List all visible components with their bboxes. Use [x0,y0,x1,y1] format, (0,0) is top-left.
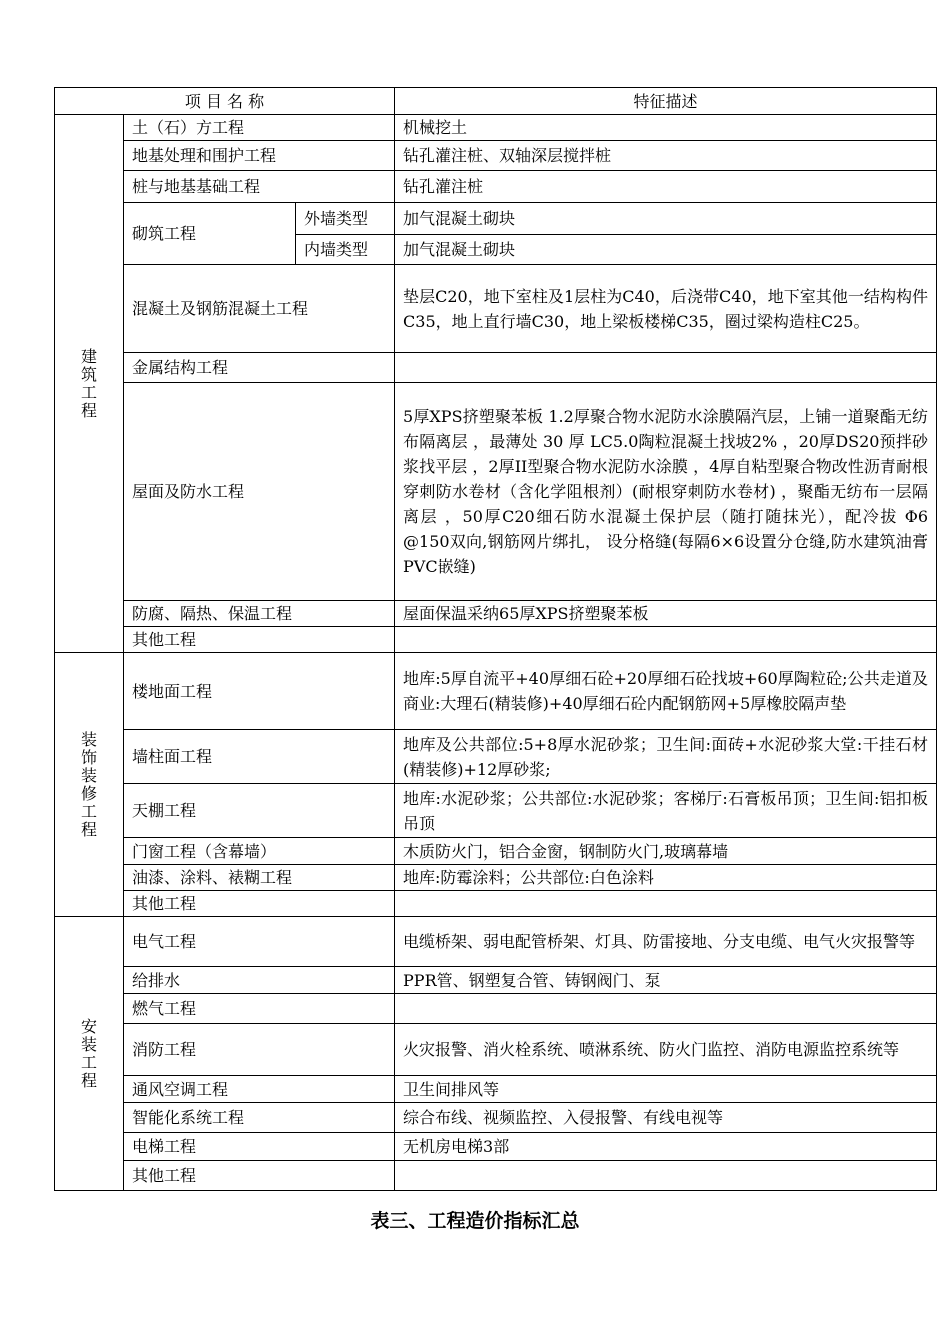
table-row [55,653,937,730]
item-name: 砌筑工程 [124,203,296,265]
table-row [55,265,937,353]
table-row [55,115,937,141]
item-name: 土（石）方工程 [124,115,395,141]
table-row [55,141,937,171]
item-desc: 地库:防霉涂料；公共部位:白色涂料 [395,865,937,891]
item-name: 电梯工程 [124,1133,395,1161]
item-subtype: 内墙类型 [296,235,395,265]
category-decoration: 装饰装修工程 [55,653,124,917]
table-row [55,967,937,994]
item-name: 混凝土及钢筋混凝土工程 [124,265,395,353]
table-row [55,891,937,917]
item-name: 桩与地基基础工程 [124,171,395,203]
item-name: 其他工程 [124,891,395,917]
item-subtype: 外墙类型 [296,203,395,235]
item-name: 燃气工程 [124,994,395,1024]
item-name: 通风空调工程 [124,1076,395,1103]
item-desc: 电缆桥架、弱电配管桥架、灯具、防雷接地、分支电缆、电气火灾报警等 [395,917,937,967]
item-name: 楼地面工程 [124,653,395,730]
item-name: 消防工程 [124,1024,395,1076]
table-row [55,1133,937,1161]
header-item-name: 项 目 名 称 [55,88,395,115]
category-install: 安装工程 [55,917,124,1191]
item-desc: 无机房电梯3部 [395,1133,937,1161]
table-row [55,1161,937,1191]
item-name: 给排水 [124,967,395,994]
item-name: 天棚工程 [124,784,395,838]
item-desc: 火灾报警、消火栓系统、喷淋系统、防火门监控、消防电源监控系统等 [395,1024,937,1076]
table-row [55,383,937,601]
table-row [55,865,937,891]
item-desc: PPR管、钢塑复合管、铸钢阀门、泵 [395,967,937,994]
item-name: 油漆、涂料、裱糊工程 [124,865,395,891]
table-row [55,1076,937,1103]
item-name: 电气工程 [124,917,395,967]
item-name: 其他工程 [124,1161,395,1191]
table-row [55,1103,937,1133]
table-row [55,203,937,235]
item-desc [395,353,937,383]
item-name: 门窗工程（含幕墙） [124,838,395,865]
table-row [55,917,937,967]
feature-table [54,87,937,1191]
category-building: 建筑工程 [55,115,124,653]
item-desc: 钻孔灌注桩、双轴深层搅拌桩 [395,141,937,171]
table-row [55,353,937,383]
item-desc: 地库及公共部位:5+8厚水泥砂浆；卫生间:面砖+水泥砂浆大堂:干挂石材(精装修)+12厚砂浆; [395,730,937,784]
item-desc: 加气混凝土砌块 [395,203,937,235]
item-name: 墙柱面工程 [124,730,395,784]
table-row [55,171,937,203]
item-desc: 地库:5厚自流平+40厚细石砼+20厚细石砼找坡+60厚陶粒砼;公共走道及商业:大理石(精装修)+40厚细石砼内配钢筋网+5厚橡胶隔声垫 [395,653,937,730]
table-row [55,838,937,865]
item-name: 智能化系统工程 [124,1103,395,1133]
item-desc: 机械挖土 [395,115,937,141]
table-caption: 表三、工程造价指标汇总 [370,1210,580,1232]
item-desc: 5厚XPS挤塑聚苯板 1.2厚聚合物水泥防水涂膜隔汽层，上铺一道聚酯无纺布隔离层 ，最薄处 30 厚 LC5.0陶粒混凝土找坡2% ，20厚DS20预拌砂浆找平层 ，2厚II型聚合物水泥防水涂膜 ，4厚自粘型聚合物改性沥青耐根穿刺防水卷材（含化学阻根剂）(耐根穿刺防水卷材) ，聚酯无纺布一层隔离层 ，50厚C20细石防水混凝土保护层（随打随抹光），配冷拔 Φ6 @150双向,钢筋网片绑扎， 设分格缝(每隔6×6设置分仓缝,防水建筑油膏PVC嵌缝) [395,383,937,601]
item-name: 金属结构工程 [124,353,395,383]
header-feature: 特征描述 [395,88,937,115]
table-row [55,994,937,1024]
item-desc: 屋面保温采纳65厚XPS挤塑聚苯板 [395,601,937,627]
item-desc: 地库:水泥砂浆；公共部位:水泥砂浆；客梯厅:石膏板吊顶；卫生间:铝扣板吊顶 [395,784,937,838]
table-header-row [55,88,937,115]
table-row [55,627,937,653]
item-name: 地基处理和围护工程 [124,141,395,171]
item-name: 屋面及防水工程 [124,383,395,601]
table-row [55,784,937,838]
table-row [55,601,937,627]
item-desc: 卫生间排风等 [395,1076,937,1103]
item-desc: 木质防火门，铝合金窗，钢制防火门,玻璃幕墙 [395,838,937,865]
item-desc [395,994,937,1024]
item-desc: 综合布线、视频监控、入侵报警、有线电视等 [395,1103,937,1133]
item-desc [395,627,937,653]
item-desc [395,1161,937,1191]
item-desc: 垫层C20，地下室柱及1层柱为C40，后浇带C40，地下室其他一结构构件C35，地上直行墙C30，地上梁板楼梯C35，圈过梁构造柱C25。 [395,265,937,353]
item-desc: 加气混凝土砌块 [395,235,937,265]
item-desc: 钻孔灌注桩 [395,171,937,203]
item-name: 防腐、隔热、保温工程 [124,601,395,627]
item-desc [395,891,937,917]
item-name: 其他工程 [124,627,395,653]
table-row [55,730,937,784]
table-row [55,1024,937,1076]
